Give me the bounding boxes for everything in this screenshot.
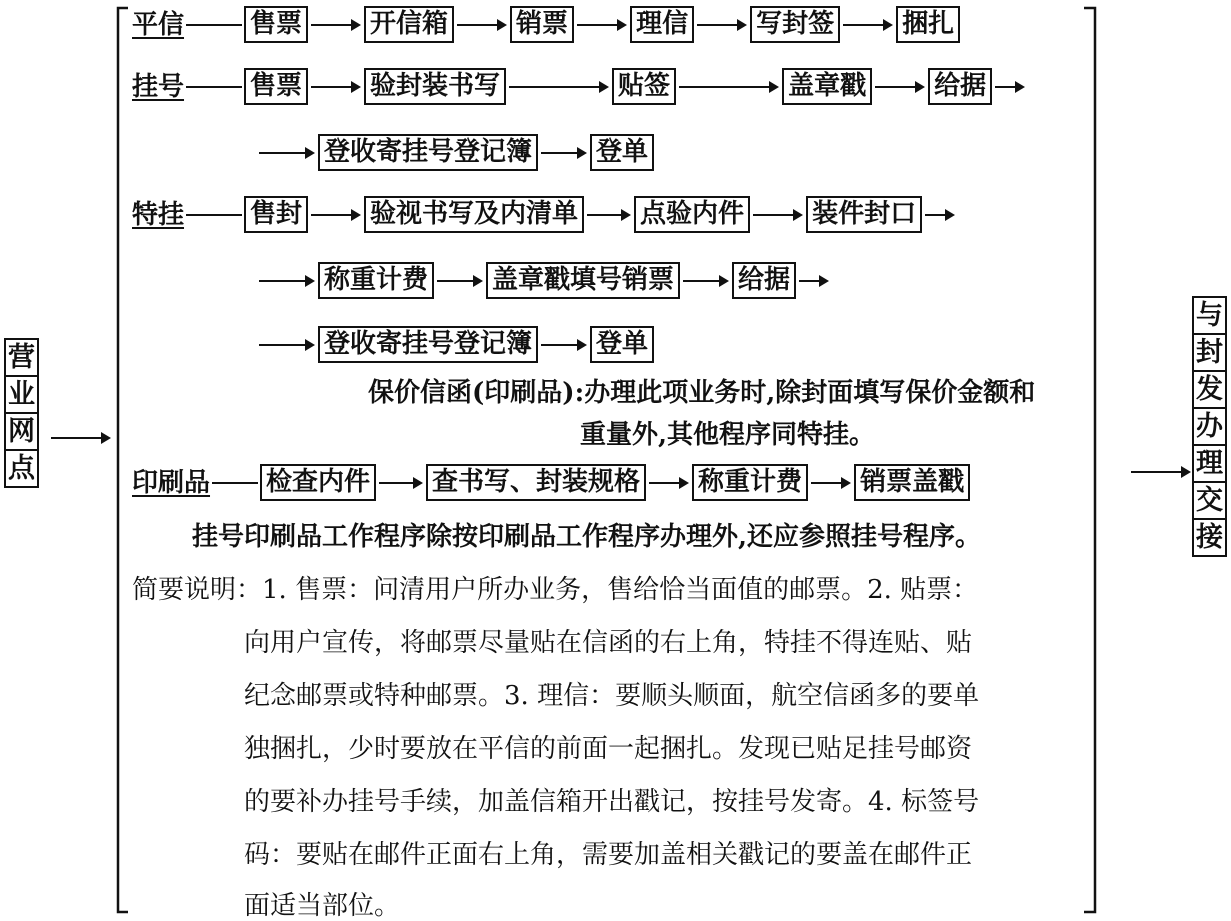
step-box: 验视书写及内清单: [364, 196, 584, 233]
right-box-char: 与: [1196, 300, 1223, 331]
row-label: 印刷品: [132, 467, 211, 498]
explanation-line: 简要说明：1. 售票：问清用户所办业务，售给恰当面值的邮票。2. 贴票：: [132, 575, 979, 605]
step-box: 售票: [244, 6, 308, 43]
row-gua-hao: [132, 68, 1028, 105]
step-box: 登收寄挂号登记簿: [318, 326, 538, 363]
sealing-handover-box: [1192, 296, 1227, 557]
row-gua-hao-continued: [256, 134, 654, 171]
right-box-char: 封: [1196, 337, 1223, 368]
explanation-line: 码：要贴在邮件正面右上角，需要加盖相关戳记的要盖在邮件正: [244, 840, 973, 870]
row-te-gua: [132, 196, 958, 233]
explanation-line: 的要补办挂号手续，加盖信箱开出戳记，按挂号发寄。4. 标签号: [244, 787, 980, 817]
left-entry-arrow: [48, 432, 114, 444]
right-exit-arrow: [1128, 466, 1194, 478]
left-box-char: 网: [8, 416, 35, 447]
explanation-line: 向用户宣传，将邮票尽量贴在信函的右上角，特挂不得连贴、贴: [244, 628, 973, 658]
step-box: 称重计费: [692, 464, 808, 501]
step-box: 写封签: [750, 6, 840, 43]
step-box: 给据: [732, 262, 796, 299]
row-te-gua-continued: [256, 262, 832, 299]
left-box-char: 业: [8, 379, 35, 410]
step-box: 贴签: [612, 68, 676, 105]
step-box: 捆扎: [896, 6, 960, 43]
step-box: 验封装书写: [364, 68, 506, 105]
explanation-line: 纪念邮票或特种邮票。3. 理信：要顺头顺面，航空信函多的要单: [244, 681, 980, 711]
step-box: 盖章戳: [782, 68, 872, 105]
row-label: 平信: [132, 9, 185, 40]
business-outlet-box: [4, 338, 39, 488]
step-box: 登单: [590, 134, 654, 171]
row-label: 特挂: [132, 199, 185, 230]
right-box-char: 交: [1196, 485, 1223, 516]
step-box: 点验内件: [634, 196, 750, 233]
insured-mail-note-line2: 重量外,其他程序同特挂。: [580, 420, 876, 450]
row-ping-xin: [132, 6, 960, 43]
explanation-line: 面适当部位。: [244, 891, 401, 921]
step-box: 销票盖戳: [854, 464, 970, 501]
left-box-char: 营: [8, 342, 35, 373]
right-box-char: 发: [1196, 374, 1223, 405]
registered-printed-matter-note: 挂号印刷品工作程序除按印刷品工作程序办理外,还应参照挂号程序。: [192, 522, 982, 552]
step-box: 检查内件: [260, 464, 376, 501]
row-yin-shua-pin: [132, 464, 970, 501]
step-box: 称重计费: [318, 262, 434, 299]
step-box: 查书写、封装规格: [426, 464, 646, 501]
step-box: 售封: [244, 196, 308, 233]
step-box: 给据: [928, 68, 992, 105]
step-box: 销票: [510, 6, 574, 43]
row-te-gua-continued-2: [256, 326, 654, 363]
row-label: 挂号: [132, 71, 185, 102]
step-box: 登单: [590, 326, 654, 363]
right-box-char: 理: [1196, 448, 1223, 479]
step-box: 理信: [630, 6, 694, 43]
right-bracket: [1084, 8, 1095, 912]
insured-mail-note-line1: 保价信函(印刷品):办理此项业务时,除封面填写保价金额和: [368, 378, 1036, 408]
explanation-line: 独捆扎，少时要放在平信的前面一起捆扎。发现已贴足挂号邮资: [244, 734, 973, 764]
step-box: 盖章戳填号销票: [486, 262, 680, 299]
left-box-char: 点: [8, 453, 35, 484]
step-box: 开信箱: [364, 6, 454, 43]
right-box-char: 接: [1196, 522, 1223, 553]
step-box: 售票: [244, 68, 308, 105]
right-box-char: 办: [1196, 411, 1223, 442]
step-box: 装件封口: [806, 196, 922, 233]
step-box: 登收寄挂号登记簿: [318, 134, 538, 171]
